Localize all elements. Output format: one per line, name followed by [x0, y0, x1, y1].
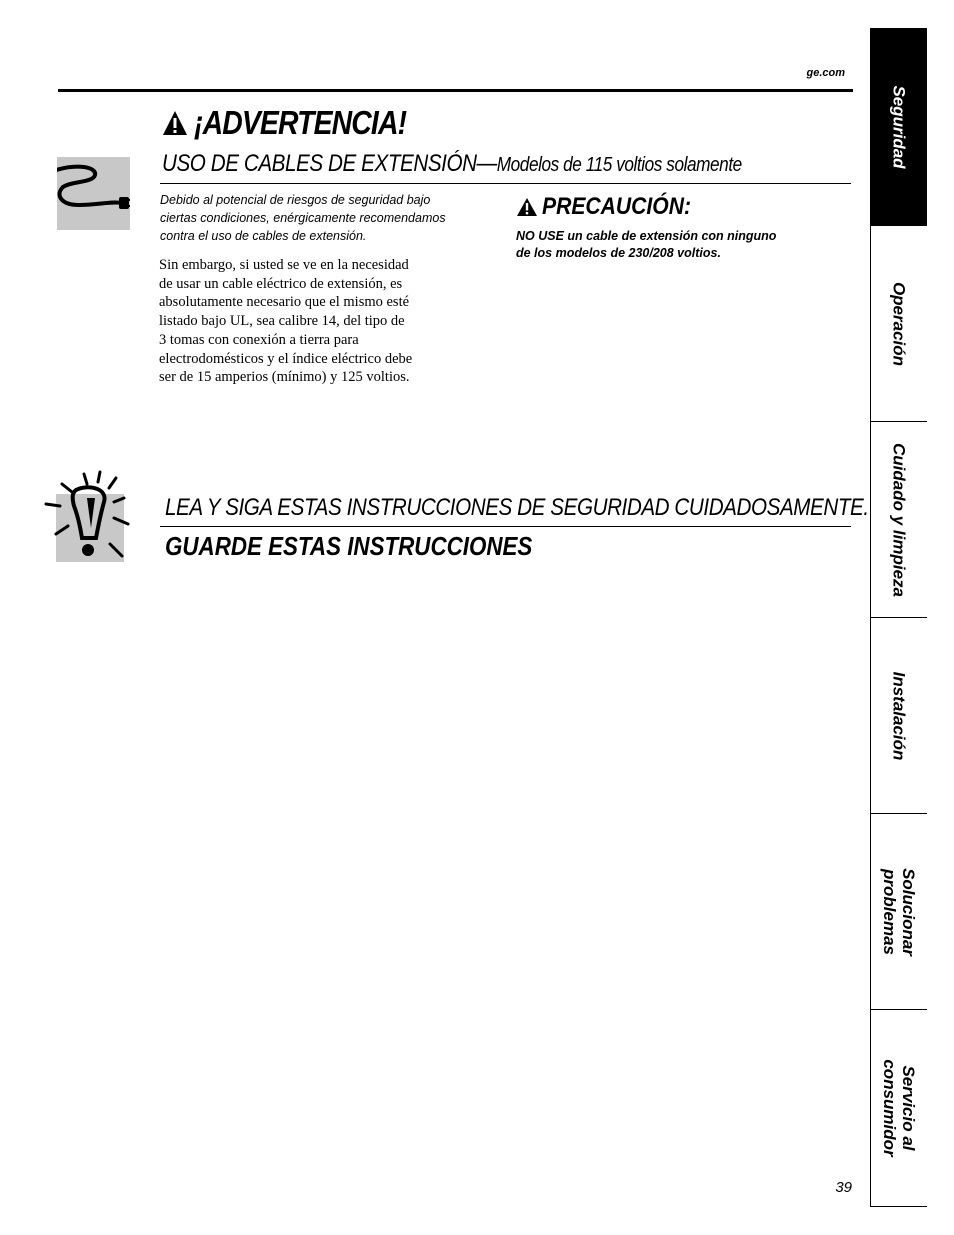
caution-text	[516, 228, 816, 261]
section-rule	[160, 183, 851, 184]
safety-instruction-line: LEA Y SIGA ESTAS INSTRUCCIONES DE SEGURIDAD CUIDADOSAMENTE.	[165, 494, 869, 521]
tab-instalacion[interactable]	[871, 618, 927, 814]
save-instructions-line: GUARDE ESTAS INSTRUCCIONES	[165, 531, 533, 561]
caution-line: NO USE un cable de extensión con ninguno	[516, 229, 777, 243]
section-title-main: USO DE CABLES DE EXTENSIÓN	[162, 150, 477, 177]
intro-text	[160, 191, 505, 245]
body-line: de usar un cable eléctrico de extensión, es	[159, 275, 403, 292]
section-sidebar	[870, 28, 927, 1207]
tab-label: Solucionar problemas	[880, 867, 918, 956]
body-line: electrodomésticos y el índice eléctrico debe	[159, 350, 413, 367]
body-line: ser de 15 amperios (mínimo) y 125 voltios.	[159, 369, 410, 386]
tab-operacion[interactable]	[871, 226, 927, 422]
section-subtitle: Modelos de 115 voltios solamente	[496, 154, 742, 176]
warning-title: ¡ADVERTENCIA!	[194, 104, 407, 141]
extension-cord-drawing	[57, 157, 130, 230]
intro-line: ciertas condiciones, enérgicamente recomendamos	[160, 211, 446, 225]
lightbulb-exclamation-icon	[42, 468, 142, 568]
caution-heading	[516, 193, 711, 221]
caution-triangle-icon	[516, 197, 538, 217]
caution-line: de los modelos de 230/208 voltios.	[516, 245, 721, 260]
top-rule	[58, 89, 853, 92]
tab-servicio-al-consumidor[interactable]	[871, 1010, 927, 1206]
page-number: 39	[835, 1179, 852, 1196]
tab-solucionar-problemas[interactable]	[871, 814, 927, 1010]
tab-label: Servicio al consumidor	[880, 1059, 918, 1157]
body-line: absolutamente necesario que el mismo esté	[159, 294, 410, 311]
tab-label: Instalación	[889, 671, 909, 760]
section-title	[162, 150, 742, 178]
warning-triangle-icon	[162, 110, 188, 136]
body-line: 3 tomas con conexión a tierra para	[159, 331, 359, 348]
tab-label: Cuidado y limpieza	[889, 442, 909, 597]
warning-heading	[162, 104, 441, 142]
body-paragraph	[159, 256, 474, 387]
tab-cuidado-y-limpieza[interactable]	[871, 422, 927, 618]
safety-rule	[160, 526, 851, 527]
intro-line: contra el uso de cables de extensión.	[160, 229, 367, 243]
body-line: listado bajo UL, sea calibre 14, del tipo de	[159, 313, 405, 330]
intro-line: Debido al potencial de riesgos de seguridad bajo	[160, 193, 431, 207]
body-line: Sin embargo, si usted se ve en la necesidad	[159, 257, 409, 273]
caution-title: PRECAUCIÓN:	[542, 193, 692, 220]
extension-cord-icon	[57, 157, 130, 230]
tab-label: Seguridad	[889, 84, 909, 169]
tab-label: Operación	[889, 281, 909, 366]
tab-seguridad[interactable]	[871, 28, 927, 226]
section-title-dash: —	[476, 150, 497, 177]
site-url[interactable]: ge.com	[806, 67, 845, 79]
